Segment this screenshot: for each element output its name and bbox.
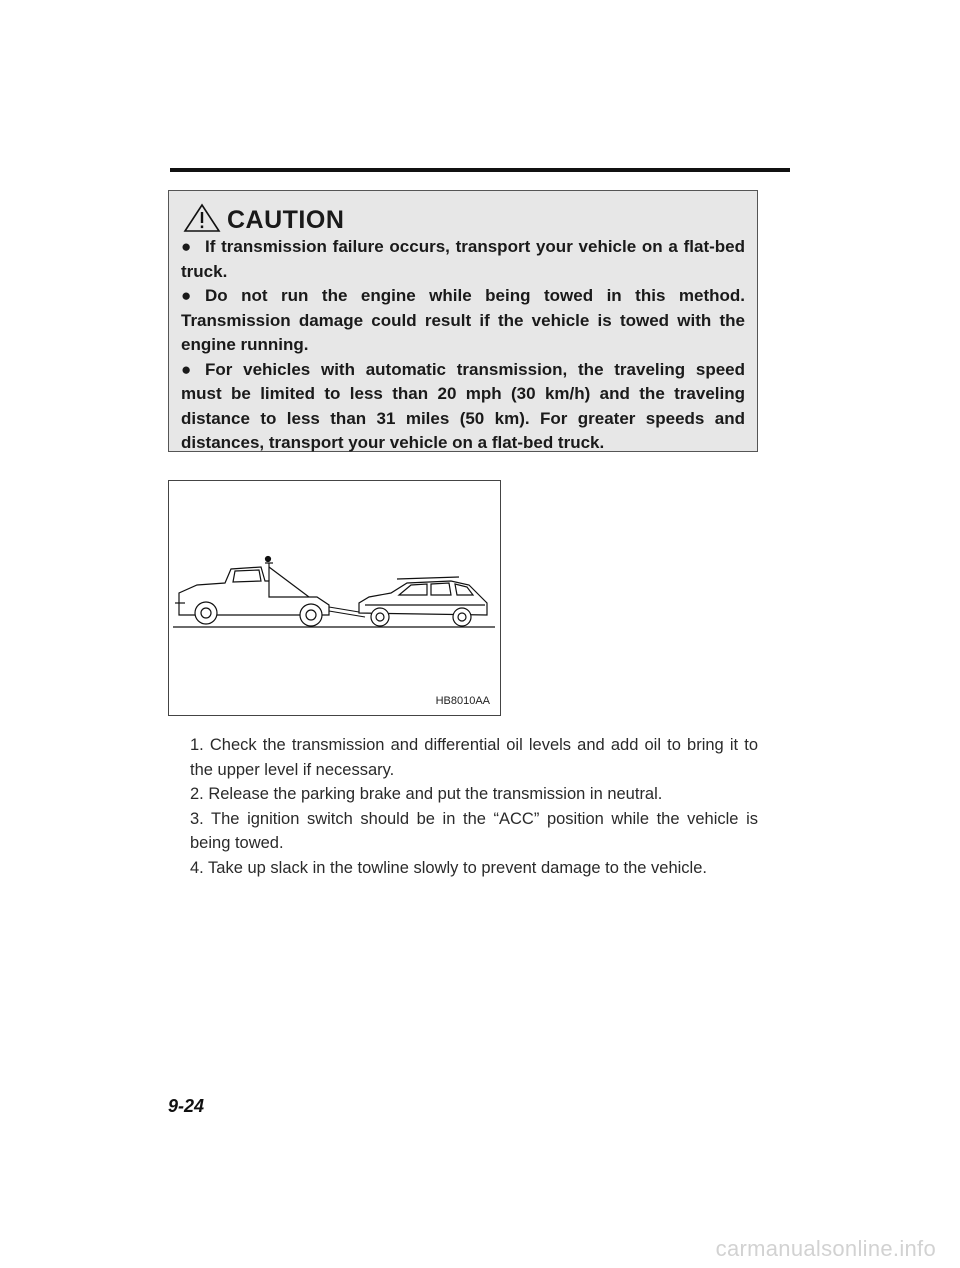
step-item: 4. Take up slack in the towline slowly to prevent damage to the vehicle. [190, 858, 707, 877]
bullet-icon: ● [181, 359, 192, 379]
figure-code: HB8010AA [435, 695, 490, 707]
caution-item [181, 284, 745, 358]
station-wagon-icon [359, 577, 487, 626]
step-item: 3. The ignition switch should be in the “ACC” position while the vehicle is being towed. [190, 809, 758, 852]
caution-item [181, 235, 745, 284]
bullet-icon: ● [181, 286, 192, 305]
tow-truck-icon [175, 557, 365, 627]
caution-box [168, 190, 758, 452]
towing-illustration [168, 480, 501, 716]
caution-item-text: For vehicles with automatic transmission, the traveling speed must be limited to less than 20 mph (30 km/h) and the traveling distance to less than 31 miles (50 km). For greater speeds and distances, transport your vehicle on a flat-bed truck. [181, 359, 745, 452]
watermark: carmanualsonline.info [715, 1236, 936, 1261]
instruction-steps [190, 733, 758, 880]
caution-item-text: If transmission failure occurs, transport your vehicle on a flat-bed truck. [181, 237, 745, 281]
caution-item-text: Do not run the engine while being towed in this method. Transmission damage could result if the vehicle is towed with the engine running. [181, 286, 745, 354]
caution-header [181, 201, 745, 233]
towing-scene [169, 481, 500, 715]
top-rule [170, 168, 790, 172]
caution-item [181, 358, 745, 456]
bullet-icon: ● [181, 237, 192, 256]
page-number: 9-24 [168, 1096, 205, 1116]
warning-triangle-icon [183, 203, 221, 233]
step-item: 1. Check the transmission and differential oil levels and add oil to bring it to the upper level if necessary. [190, 736, 758, 779]
caution-title: CAUTION [227, 206, 345, 234]
step-item: 2. Release the parking brake and put the transmission in neutral. [190, 785, 663, 803]
